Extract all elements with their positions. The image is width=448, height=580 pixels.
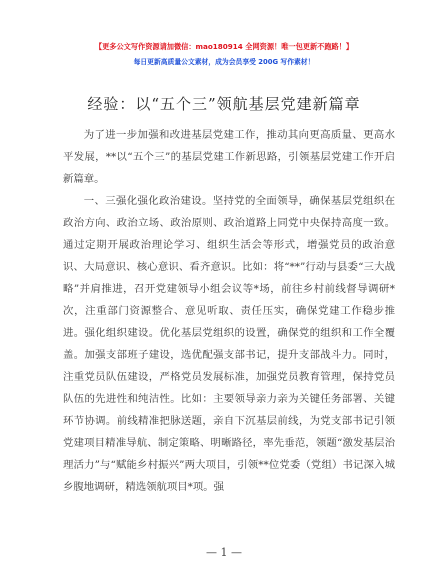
promo-banner-line-2: 每日更新高质量公文素材，成为会员享受 200G 写作素材！ <box>133 58 315 66</box>
document-title: 经验：以“五个三”领航基层党建新篇章 <box>87 95 361 113</box>
page-number: — 1 — <box>206 546 242 559</box>
promo-banner-line-1: 【更多公文写作资源请加微信：mao180914 全网资源！唯一包更新不跑路！】 <box>94 42 354 51</box>
paragraph-intro: 为了进一步加强和改进基层党建工作，推动其向更高质量、更高水平发展，**以“五个三”的基层党建工作新思路，引领基层党建工作开启新篇章。 <box>63 129 395 185</box>
paragraph-section-1: 一、三强化强化政治建设。坚持党的全面领导，确保基层党组织在政治方向、政治立场、政治原则、政治道路上同党中央保持高度一致。通过定期开展政治理论学习、组织生活会等形式，增强党员的政治意识、大局意识、核心意识、看齐意识。比如：将“**”行动与县委“三大战略”并肩推进，召开党建领导小组会议等*场，前往乡村前线督导调研*次，注重部门资源整合、意见听取、责任压实，确保党建工作稳步推进。强化组织建设。优化基层党组织的设置，确保党的组织和工作全覆盖。加强支部班子建设，选优配强支部书记，提升支部战斗力。同时，注重党员队伍建设，严格党员发展标准，加强党员教育管理，保持党员队伍的先进性和纯洁性。比如：主要领导亲力亲为关键任务部署、关键环节协调。前线精准把脉送题，亲自下沉基层前线，为党支部书记引领党建项目精准导航、制定策略、明晰路径，率先垂范，领题“激发基层治理活力”与“赋能乡村振兴”两大项目，引领**位党委（党组）书记深入城乡腹地调研，精选领航项目*项。强 <box>63 195 395 493</box>
